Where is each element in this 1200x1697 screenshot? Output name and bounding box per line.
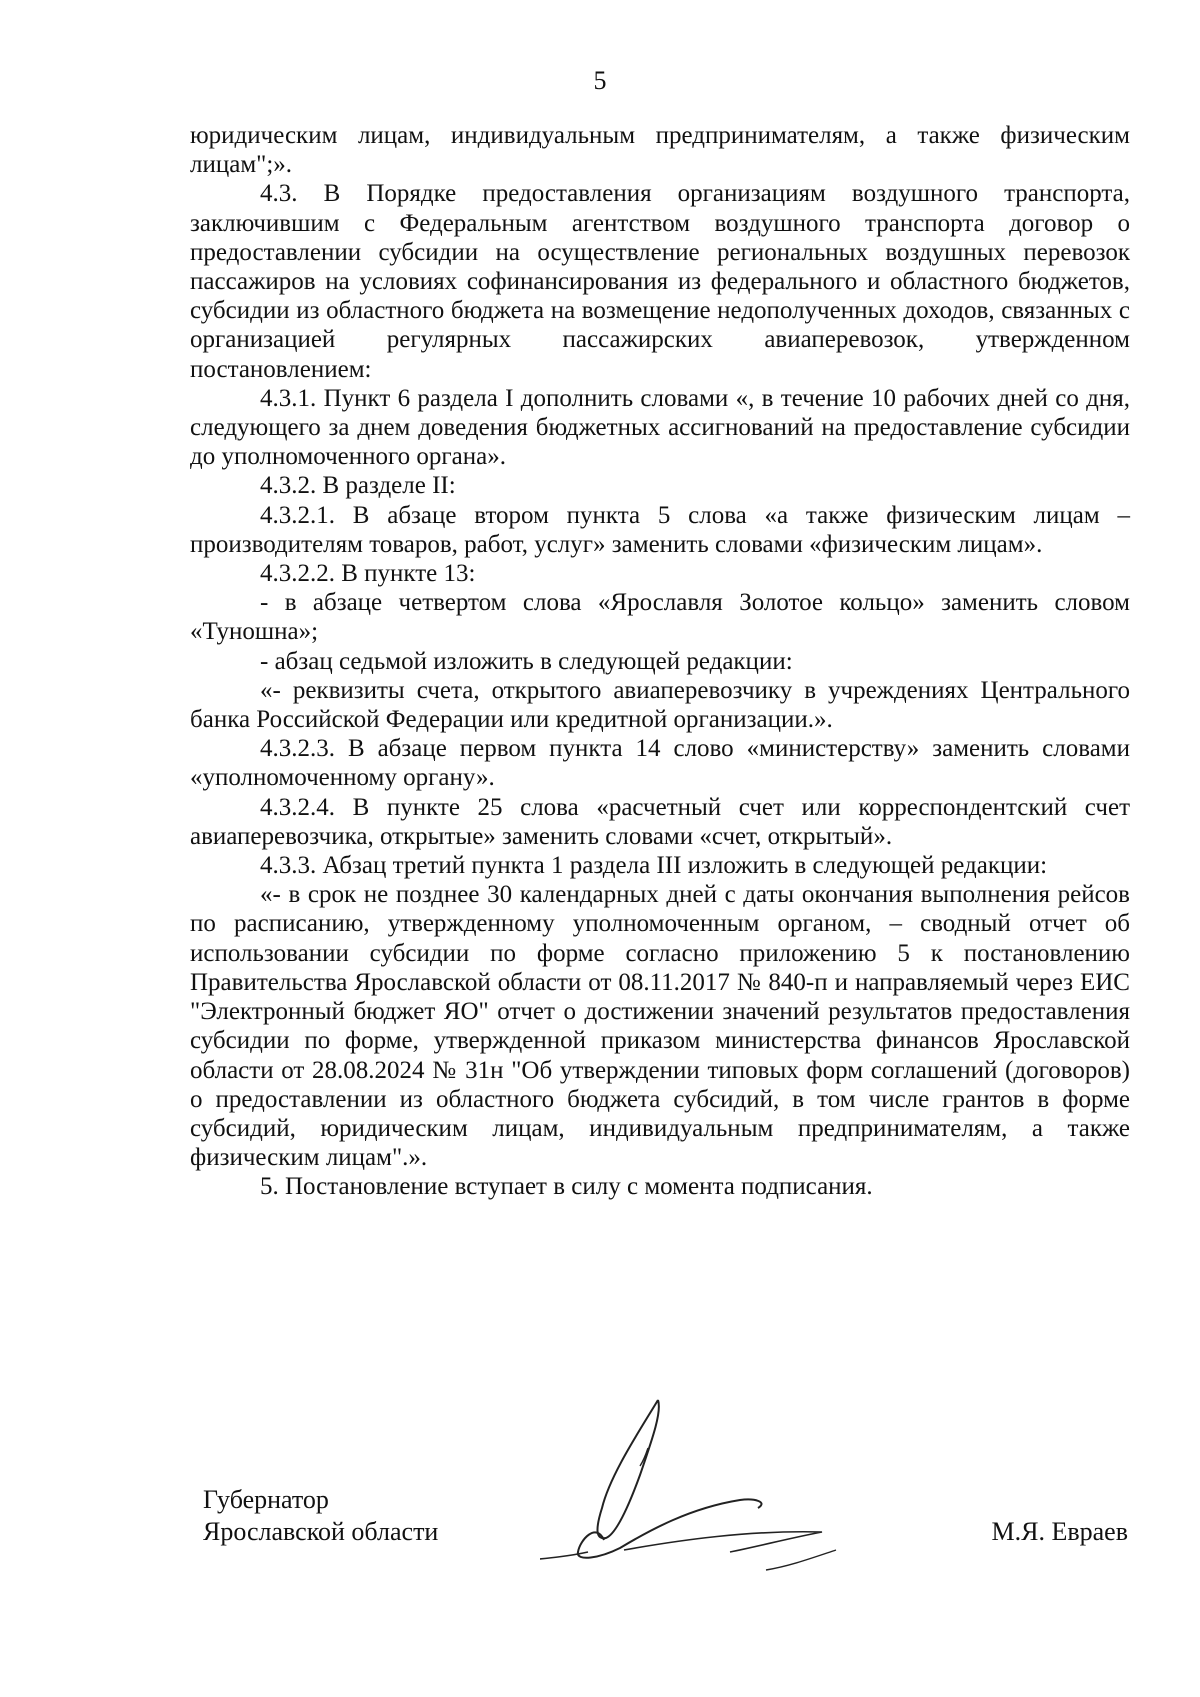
paragraph: 4.3. В Порядке предоставления организациям воздушного транспорта, заключившим с Федеральным агентством воздушного транспорта договор о предоставлении субсидии на осуществление региональных воздушных перевозок пассажиров на условиях софинансирования из федерального и областного бюджетов, субсидии из областного бюджета на возмещение недополученных доходов, связанных с организацией регулярных пассажирских авиаперевозок, утвержденном постановлением: bbox=[190, 180, 1130, 383]
paragraph: 4.3.2.2. В пункте 13: bbox=[260, 560, 476, 588]
paragraph: - абзац седьмой изложить в следующей редакции: bbox=[260, 647, 793, 675]
paragraph: 4.3.3. Абзац третий пункта 1 раздела III изложить в следующей редакции: bbox=[260, 852, 1048, 880]
paragraph: - в абзаце четвертом слова «Ярославля Золотое кольцо» заменить словом «Туношна»; bbox=[190, 589, 1130, 646]
document-body bbox=[190, 121, 1130, 1202]
paragraph: «- в срок не позднее 30 календарных дней с даты окончания выполнения рейсов по расписанию, утвержденному уполномоченным органом, – сводный отчет об использовании субсидии по форме согласно приложению 5 к постановлению Правительства Ярославской области от 08.11.2017 № 840-п и направляемый через ЕИС "Электронный бюджет ЯО" отчет о достижении значений результатов предоставления субсидии по форме, утвержденной приказом министерства финансов Ярославской области от 28.08.2024 № 31н "Об утверждении типовых форм соглашений (договоров) о предоставлении из областного бюджета субсидий, в том числе грантов в форме субсидий, юридическим лицам, индивидуальным предпринимателям, а также физическим лицам".». bbox=[190, 881, 1130, 1172]
signatory-position-line1: Губернатор bbox=[203, 1485, 329, 1514]
paragraph: 4.3.2.3. В абзаце первом пункта 14 слово «министерству» заменить словами «уполномоченному органу». bbox=[190, 735, 1130, 792]
paragraph: «- реквизиты счета, открытого авиаперевозчику в учреждениях Центрального банка Российской Федерации или кредитной организации.». bbox=[190, 676, 1130, 734]
paragraph: 4.3.1. Пункт 6 раздела I дополнить словами «, в течение 10 рабочих дней со дня, следующего за днем доведения бюджетных ассигнований на предоставление субсидии до уполномоченного органа». bbox=[190, 384, 1130, 471]
signatory-position bbox=[203, 1484, 438, 1548]
paragraph: 4.3.2.4. В пункте 25 слова «расчетный счет или корреспондентский счет авиаперевозчика, открытые» заменить словами «счет, открытый». bbox=[190, 793, 1130, 850]
signatory-name: М.Я. Евраев bbox=[991, 1517, 1128, 1546]
paragraph: 5. Постановление вступает в силу с момента подписания. bbox=[260, 1173, 873, 1201]
paragraph: юридическим лицам, индивидуальным предпринимателям, а также физическим лицам";». bbox=[190, 122, 1130, 179]
signatory-position-line2: Ярославской области bbox=[203, 1517, 439, 1546]
paragraph: 4.3.2.1. В абзаце втором пункта 5 слова «а также физическим лицам – производителям товаров, работ, услуг» заменить словами «физическим лицам». bbox=[190, 501, 1130, 558]
page-number: 5 bbox=[593, 66, 607, 95]
paragraph: 4.3.2. В разделе II: bbox=[260, 472, 456, 500]
handwritten-signature bbox=[540, 1390, 840, 1590]
